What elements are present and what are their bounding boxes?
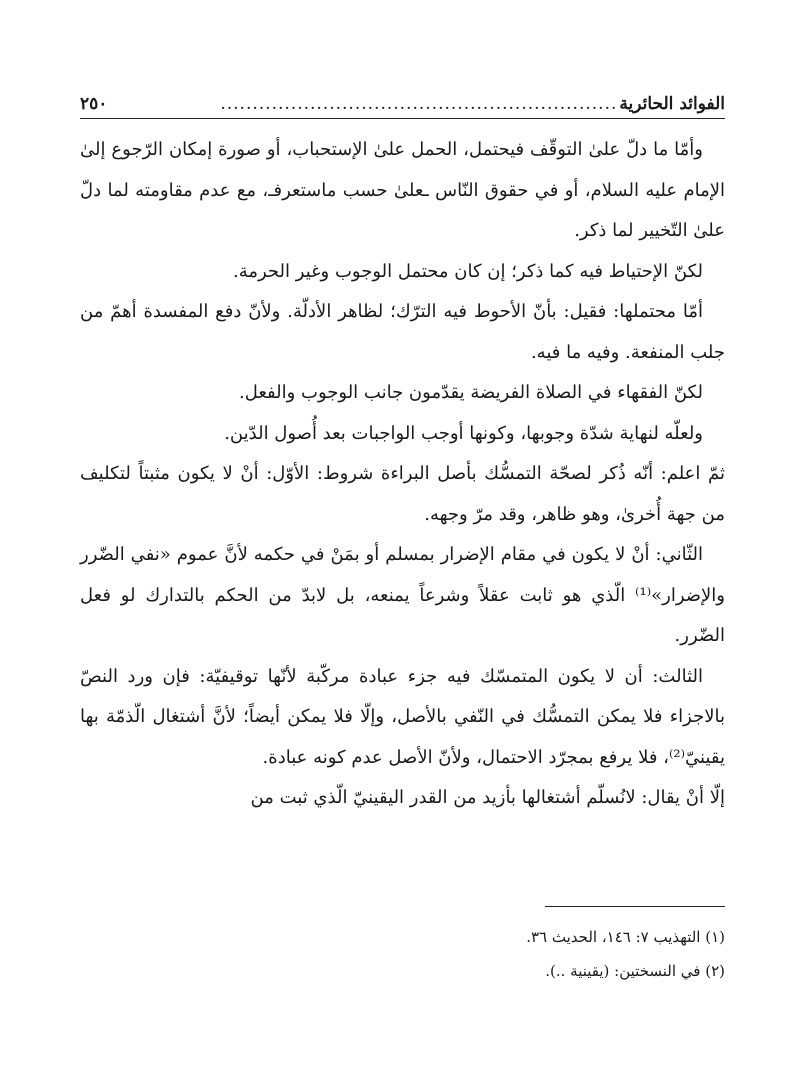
paragraph-4: لكنّ الفقهاء في الصلاة الفريضة يقدّمون جانب الوجوب والفعل. — [238, 382, 703, 403]
leader-dots: .............................................................. — [220, 94, 618, 114]
paragraph-9: إلّا أنْ يقال: لانُسلّم أشتغالها بأزيد من القدر اليقينيّ الّذي ثبت من — [250, 787, 725, 808]
footnote-1: (١) التهذيب ٧: ١٤٦، الحديث ٣٦. — [526, 928, 725, 946]
paragraph-6: ثمّ اعلم: أنّه ذُكر لصحّة التمسُّك بأصل البراءة شروط: الأوّل: أنْ لا يكون مثبتاً لتكليف من جهة أُخرىٰ، وهو ظاهر، وقد مرّ وجهه. — [80, 463, 725, 525]
paragraph-3: أمّا محتملها: فقيل: بأنّ الأحوط فيه الترّك؛ لظاهر الأدلّة. ولأنّ دفع المفسدة أهمّ من جلب المنفعة. وفيه ما فيه. — [80, 301, 725, 363]
document-page — [80, 0, 725, 1091]
book-title: الفوائد الحائرية — [619, 94, 725, 114]
paragraph-7: الثّاني: أنْ لا يكون في مقام الإضرار بمسلم أو بمَنْ في حكمه لأنَّ عموم «نفي الضّرر والإضرار»⁽¹⁾ الّذي هو ثابت عقلاً وشرعاً يمنعه، بل لابدّ من الحكم بالتدارك لو فعل الضّرر. — [80, 544, 725, 646]
footnotes — [80, 920, 725, 988]
footnote-2: (٢) في النسختين: (يقينية ..). — [545, 962, 725, 980]
page-number: ٢٥٠ — [80, 94, 108, 114]
running-header — [80, 88, 725, 119]
paragraph-5: ولعلّه لنهاية شدّة وجوبها، وكونها أوجب الواجبات بعد أُصول الدّين. — [224, 422, 703, 444]
paragraph-2: لكنّ الإحتياط فيه كما ذكر؛ إن كان محتمل الوجوب وغير الحرمة. — [232, 260, 703, 282]
main-text — [80, 130, 725, 819]
paragraph-1: وأمّا ما دلّ علىٰ التوقّف فيحتمل، الحمل علىٰ الإستحباب، أو صورة إمكان الرّجوع إلىٰ الإمام عليه السلام، أو في حقوق النّاس ـعلىٰ حسب ماستعرفـ، مع عدم مقاومته لما دلّ علىٰ التّخيير لما ذكر. — [80, 139, 725, 241]
footnote-divider — [545, 906, 725, 907]
paragraph-8: الثالث: أن لا يكون المتمسّك فيه جزء عبادة مركّبة لأنّها توقيفيّة: فإن ورد النصّ بالاجزاء فلا يمكن التمسُّك في النّفي بالأصل، وإلّا فلا يمكن أيضاً؛ لأنَّ أشتغال الّذمّة بها يقينيّ⁽²⁾، فلا يرفع بمجرّد الاحتمال، ولأنّ الأصل عدم كونه عبادة. — [80, 665, 725, 768]
